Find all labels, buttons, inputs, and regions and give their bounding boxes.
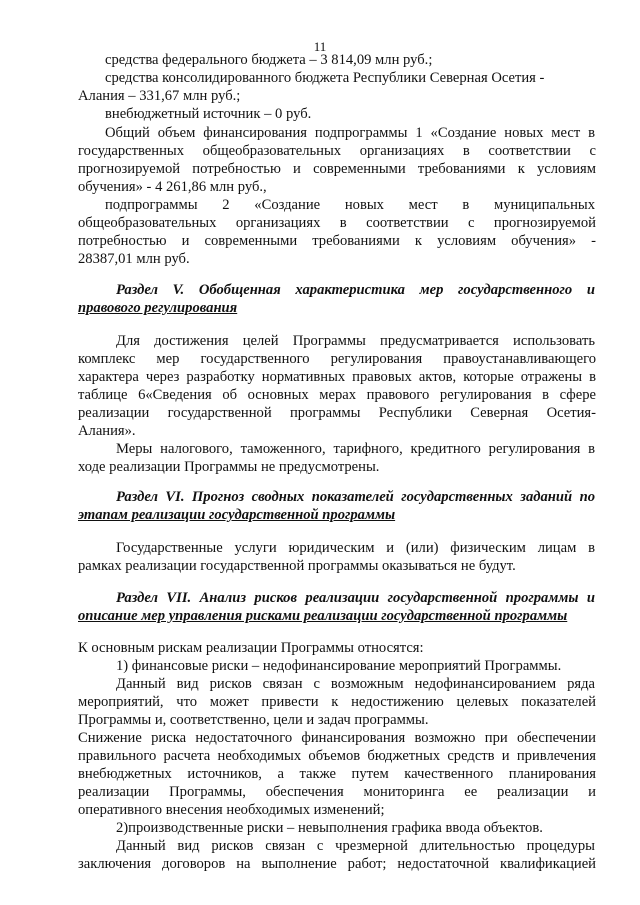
section-heading: Раздел V. Обобщенная характеристика мер государственного и xyxy=(116,282,595,298)
text-line: средства федерального бюджета – 3 814,09 млн руб.; xyxy=(105,52,433,68)
section-heading: описание мер управления рисками реализации государственной программы xyxy=(78,608,568,624)
section-heading: Раздел VII. Анализ рисков реализации государственной программы и xyxy=(116,590,595,606)
text-line: Общий объем финансирования подпрограммы 1 «Создание новых мест в xyxy=(105,125,595,141)
text-line: внебюджетных источников, а также путем качественного планирования xyxy=(78,766,596,782)
text-line: Алания – 331,67 млн руб.; xyxy=(78,88,241,104)
text-line: Государственные услуги юридическим и (или) физическим лицам в xyxy=(116,540,595,556)
text-line: внебюджетный источник – 0 руб. xyxy=(105,106,312,122)
text-line: Данный вид рисков связан с возможным недофинансированием ряда xyxy=(116,676,595,692)
section-heading: правового регулирования xyxy=(78,300,238,316)
text-line: Алания». xyxy=(78,423,136,439)
text-line: Меры налогового, таможенного, тарифного, кредитного регулирования в xyxy=(116,441,595,457)
text-line: подпрограммы 2 «Создание новых мест в муниципальных xyxy=(105,197,595,213)
text-line: потребностью и современными требованиями к условиям обучения» - xyxy=(78,233,596,249)
text-line: Программы и, соответственно, цели и задач программы. xyxy=(78,712,429,728)
text-line: Снижение риска недостаточного финансирования возможно при обеспечении xyxy=(78,730,596,746)
text-line: К основным рискам реализации Программы относятся: xyxy=(78,640,424,656)
text-line: реализации государственной программы Республики Северная Осетия- xyxy=(78,405,596,421)
text-line: оперативного внесения необходимых изменений; xyxy=(78,802,385,818)
text-line: 28387,01 млн руб. xyxy=(78,251,190,267)
section-heading: Раздел VI. Прогноз сводных показателей государственных заданий по xyxy=(116,489,595,505)
text-line: рамках реализации государственной программы оказываться не будут. xyxy=(78,558,516,574)
text-line: характера через разработку нормативных правовых актов, которые отражены в xyxy=(78,369,596,385)
page-number: 11 xyxy=(313,39,327,54)
text-line: общеобразовательных организациях в соответствии с прогнозируемой xyxy=(78,215,596,231)
text-line: Для достижения целей Программы предусматривается использовать xyxy=(116,333,595,349)
text-line: Данный вид рисков связан с чрезмерной длительностью процедуры xyxy=(116,838,595,854)
text-line: государственных общеобразовательных организациях в соответствии с xyxy=(78,143,596,159)
section-heading: этапам реализации государственной программы xyxy=(78,507,396,523)
text-line: реализации Программы, обеспечения мониторинга ее реализации и xyxy=(78,784,596,800)
text-line: таблице 6«Сведения об основных мерах правового регулирования в сфере xyxy=(78,387,596,403)
text-line: 2)производственные риски – невыполнения графика ввода объектов. xyxy=(116,820,543,836)
text-line: средства консолидированного бюджета Республики Северная Осетия - xyxy=(105,70,545,86)
text-line: заключения договоров на выполнение работ; недостаточной квалификацией xyxy=(78,856,596,872)
text-line: 1) финансовые риски – недофинансирование мероприятий Программы. xyxy=(116,658,562,674)
text-line: ходе реализации Программы не предусмотрены. xyxy=(78,459,380,475)
text-line: комплекс мер государственного регулирования правоустанавливающего xyxy=(78,351,596,367)
text-line: обучения» - 4 261,86 млн руб., xyxy=(78,179,267,195)
text-line: мероприятий, что может привести к недостижению целевых показателей xyxy=(78,694,596,710)
text-line: прогнозируемой потребностью и современными требованиями к условиям xyxy=(78,161,596,177)
text-line: правильного расчета необходимых объемов бюджетных средств и привлечения xyxy=(78,748,596,764)
